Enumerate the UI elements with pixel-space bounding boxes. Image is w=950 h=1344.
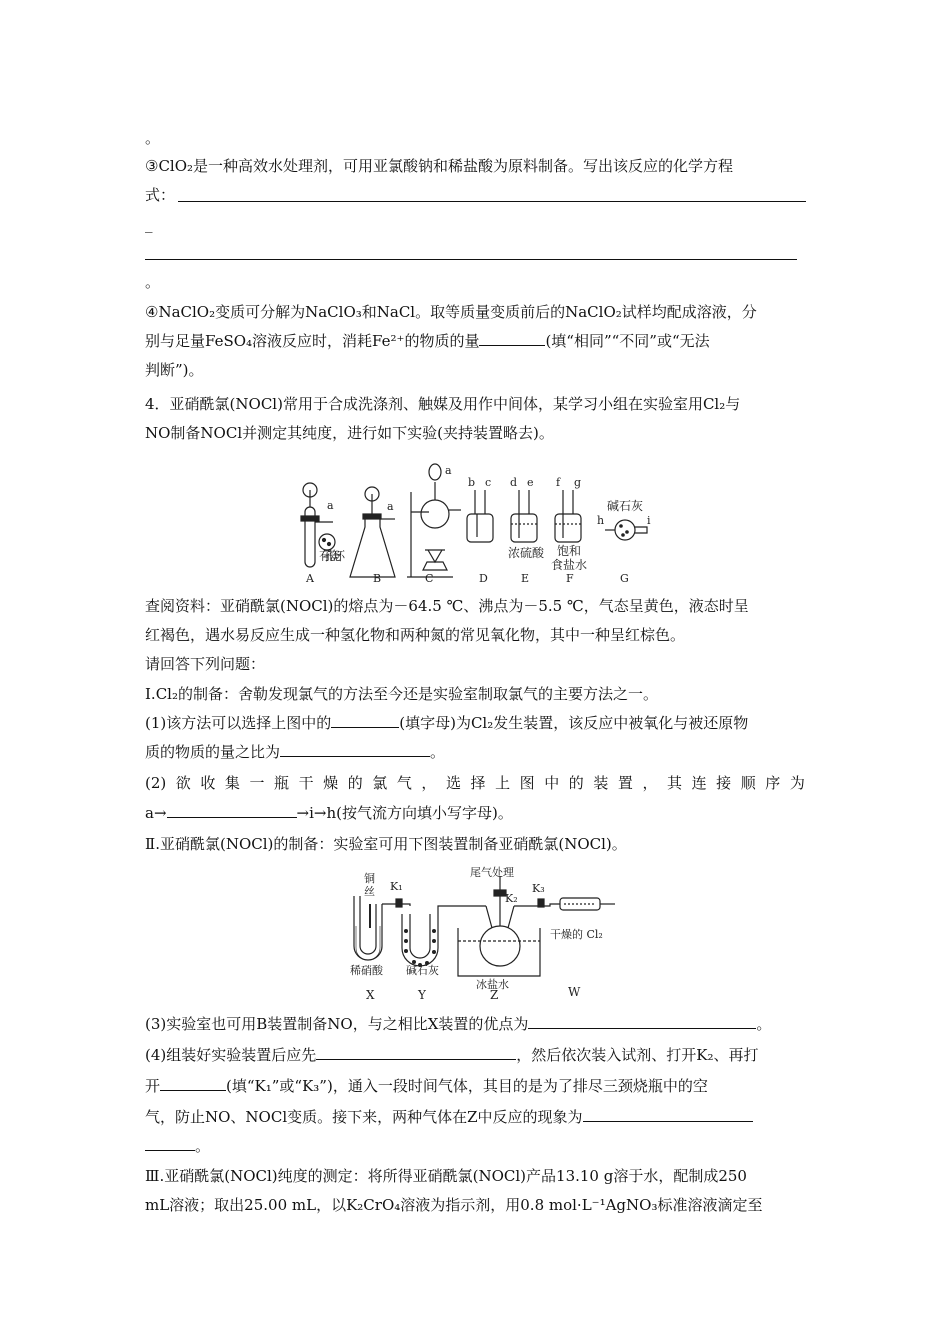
part3-line2: mL溶液；取出25.00 mL，以K₂CrO₄溶液为指示剂，用0.8 mol·L⁻¹AgNO₃标准溶液滴定至 [145,1196,763,1214]
tail-gas-label: 尾气处理 [470,866,514,879]
q2-word: 序 [765,774,781,792]
info-line3: 请回答下列问题： [145,655,266,673]
k1-label: K₁ [390,880,403,893]
q2-word: 图 [519,774,535,792]
port-i-label: i [647,514,651,527]
port-f-label: f [556,476,561,489]
q2-word: 上 [495,774,511,792]
apparatus-f [555,490,581,542]
answer-line[interactable] [178,201,806,202]
label-d: D [479,572,488,585]
label-a: A [306,572,314,585]
q2-word: 收 [200,774,216,792]
answer-blank[interactable] [528,1014,756,1029]
k3-label: K₃ [532,882,545,895]
problem4-line2: NO制备NOCl并测定其纯度，进行如下实验(夹持装置略去)。 [145,424,554,442]
answer-blank[interactable] [331,713,399,728]
copper-wire-label-2: 丝 [364,885,375,898]
apparatus-figure-1 [295,452,665,587]
answer-blank[interactable] [583,1107,753,1122]
apparatus-c [407,464,461,577]
q1-line2: 质的物质的量之比为 。 [145,743,446,761]
k2-label: K₂ [505,892,518,905]
label-x: X [366,988,375,1002]
apparatus-d [467,490,493,542]
answer-blank[interactable] [160,1076,226,1091]
apparatus-g [605,520,647,540]
soda-lime-label: 碱石灰 [607,499,644,513]
part3-line1: Ⅲ.亚硝酰氯(NOCl)纯度的测定：将所得亚硝酰氯(NOCl)产品13.10 g溶于水，配制成250 [145,1167,747,1185]
answer-blank[interactable] [316,1045,516,1060]
apparatus-figure-2 [340,866,620,1006]
label-w: W [568,985,581,999]
answer-blank[interactable] [145,1136,195,1151]
q2-word: ， [642,774,658,792]
dash-line: _ [145,215,153,233]
label-e: E [521,572,530,585]
period-line: 。 [145,129,161,147]
info-line2: 红褐色，遇水易反应生成一种氢化物和两种氮的常见氧化物，其中一种呈红棕色。 [145,626,686,644]
q2-word: 置 [617,774,633,792]
problem4-line1: 4．亚硝酰氯(NOCl)常用于合成洗涤剂、触媒及用作中间体，某学习小组在实验室用Cl₂与 [145,395,741,413]
port-b-label: b [468,476,476,489]
q2-line1 [145,773,805,793]
dry-cl2-label: 干燥的 Cl₂ [550,928,603,941]
info-line1: 查阅资料：亚硝酰氯(NOCl)的熔点为－64.5 ℃、沸点为－5.5 ℃，气态呈黄色，液态时呈 [145,597,749,615]
q2-line2: a→ →i→h(按气流方向填小写字母)。 [145,804,513,822]
q2-word: 的 [568,774,584,792]
q4b-line1: (4)组装好实验装置后应先 ，然后依次装入试剂、打开K₂、再打 [145,1046,759,1064]
period-line: 。 [145,273,161,291]
q2-word: 一 [249,774,265,792]
q2-word: 的 [347,774,363,792]
apparatus-y [402,906,486,967]
q2-word: 中 [544,774,560,792]
porous-ring-label: 有孔瓷环 [319,549,345,563]
q2-word: 干 [298,774,314,792]
label-y: Y [418,988,426,1002]
answer-blank[interactable] [479,331,545,346]
q2-word: 装 [593,774,609,792]
q2-word: 接 [716,774,732,792]
dilute-nitric-label: 稀硝酸 [350,964,383,977]
label-c: C [425,572,434,585]
q2-word: 瓶 [274,774,290,792]
answer-blank[interactable] [280,742,430,757]
label-z: Z [490,988,499,1002]
q4sub-line2: 别与足量FeSO₄溶液反应时，消耗Fe²⁺的物质的量 (填“相同”“不同”或“无法 [145,332,710,350]
q2-word: 其 [667,774,683,792]
q3b-line: (3)实验室也可用B装置制备NO，与之相比X装置的优点为 。 [145,1015,772,1033]
q2-word: (2) [145,774,167,792]
q2-word: 连 [691,774,707,792]
answer-blank[interactable] [167,803,297,818]
apparatus-z [458,876,560,976]
port-a-label: a [387,500,394,513]
q2-word: 气 [396,774,412,792]
apparatus-w [560,898,615,910]
apparatus-e [511,490,537,542]
q4sub-line3: 判断”)。 [145,361,204,379]
port-c-label: c [485,476,492,489]
q4b-line3: 气，防止NO、NOCl变质。接下来，两种气体在Z中反应的现象为 [145,1107,753,1127]
q2-word: 顺 [740,774,756,792]
answer-line[interactable] [145,259,797,260]
ice-salt-label: 冰盐水 [476,978,509,991]
q1-line1: (1)该方法可以选择上图中的 (填字母)为Cl₂发生装置，该反应中被氧化与被还原物 [145,714,749,732]
q2-word: ， [421,774,437,792]
label-b: B [373,572,382,585]
port-a-label: a [327,499,334,512]
copper-wire-label-1: 铜 [364,872,375,885]
label-g: G [620,572,629,585]
q3-line1: ③ClO₂是一种高效水处理剂，可用亚氯酸钠和稀盐酸为原料制备。写出该反应的化学方程 [145,157,734,175]
q4sub-line1: ④NaClO₂变质可分解为NaClO₃和NaCl。取等质量变质前后的NaClO₂试样均配成溶液，分 [145,303,757,321]
q2-word: 为 [789,774,805,792]
q2-word: 集 [224,774,240,792]
port-e-label: e [527,476,534,489]
q2-word: 选 [445,774,461,792]
q4b-line4: 。 [145,1136,210,1156]
port-h-label: h [597,514,605,527]
q2-word: 欲 [175,774,191,792]
sat-salt-label-1: 饱和 [557,544,582,558]
conc-acid-label: 浓硫酸 [508,546,545,560]
port-g-label: g [574,476,582,489]
port-d-label: d [510,476,518,489]
sat-salt-label-2: 食盐水 [551,558,588,572]
q2-word: 氯 [372,774,388,792]
soda-lime-label: 碱石灰 [406,964,439,977]
q2-word: 择 [470,774,486,792]
part2-heading: Ⅱ.亚硝酰氯(NOCl)的制备：实验室可用下图装置制备亚硝酰氯(NOCl)。 [145,835,627,853]
port-a-label: a [445,464,452,477]
q4b-line2: 开 (填“K₁”或“K₃”)，通入一段时间气体，其目的是为了排尽三颈烧瓶中的空 [145,1077,708,1095]
q3-line2: 式： [145,186,176,204]
label-f: F [566,572,574,585]
part1-heading: Ⅰ.Cl₂的制备：舍勒发现氯气的方法至今还是实验室制取氯气的主要方法之一。 [145,685,658,703]
q2-word: 燥 [323,774,339,792]
